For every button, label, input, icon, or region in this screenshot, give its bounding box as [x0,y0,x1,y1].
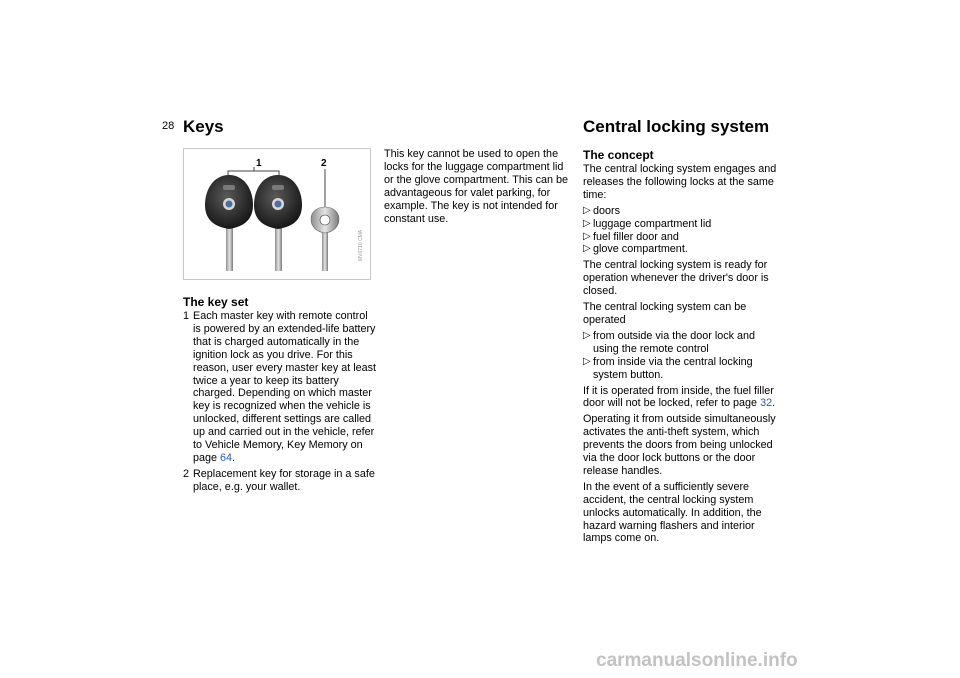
accident-paragraph: In the event of a sufficiently severe accident, the central locking system unlocks automatically. In addition, the hazard warning flashers and interior lamps come on. [583,480,762,545]
inside-paragraph: If it is operated from inside, the fuel filler door will not be locked, refer to page 32. [583,384,776,410]
keys-figure [183,148,371,280]
operated-paragraph: The central locking system can be operated [583,301,747,326]
list-item: ▷ fuel filler door and [583,230,679,243]
keys-illustration [184,149,370,279]
list-item: ▷ doors [583,204,621,217]
intro-paragraph: The central locking system engages and releases the following locks at the same time: [583,163,777,201]
key-set-list [183,310,378,497]
outside-paragraph: Operating it from outside simultaneously activates the anti-theft system, which prevents the doors from being unlocked via the door lock buttons or the door release handles. [583,413,776,477]
list-item: 2 Replacement key for storage in a safe place, e.g. your wallet. [183,467,375,493]
locks-list [583,205,778,257]
central-locking-body [583,163,778,548]
page-link-64[interactable]: 64 [220,451,233,464]
replacement-key [311,207,339,271]
list-item: 1 Each master key with remote control is powered by an extended-life battery that is charged automatically in the ignition lock as you drive. For this reason, user every master key at least twice a year to keep its battery charged. Depending on which master key is recognized when the vehicle is unlocked, different settings are called up and carried out in the vehicle, refer to Vehicle Memory, Key Memory on page 64. [183,310,377,464]
watermark: carmanualsonline.info [596,650,798,671]
ready-paragraph: The central locking system is ready for operation whenever the driver's door is closed. [583,259,769,298]
master-key-1 [205,175,253,271]
concept-heading: The concept [583,148,654,162]
key-set-heading: The key set [183,295,249,309]
list-item: ▷ luggage compartment lid [583,217,712,230]
page-link-32[interactable]: 32 [760,397,773,410]
middle-paragraph: This key cannot be used to open the locks for the luggage compartment lid or the glove compartment. This can be advantageous for valet parking, for example. The key is not intended for constant use. [384,148,569,225]
list-item: ▷ from outside via the door lock and using the remote control [583,329,756,355]
list-item: ▷ from inside via the central locking system button. [583,355,753,381]
operation-list [583,330,778,382]
master-key-2 [254,175,302,271]
keys-heading: Keys [183,117,224,136]
figure-code: MV0710 CMA [358,229,364,261]
figure-label-2: 2 [321,158,327,169]
page-number: 28 [162,120,175,132]
central-locking-heading: Central locking system [583,117,770,136]
figure-label-1: 1 [256,158,262,169]
list-item: ▷ glove compartment. [583,243,688,256]
